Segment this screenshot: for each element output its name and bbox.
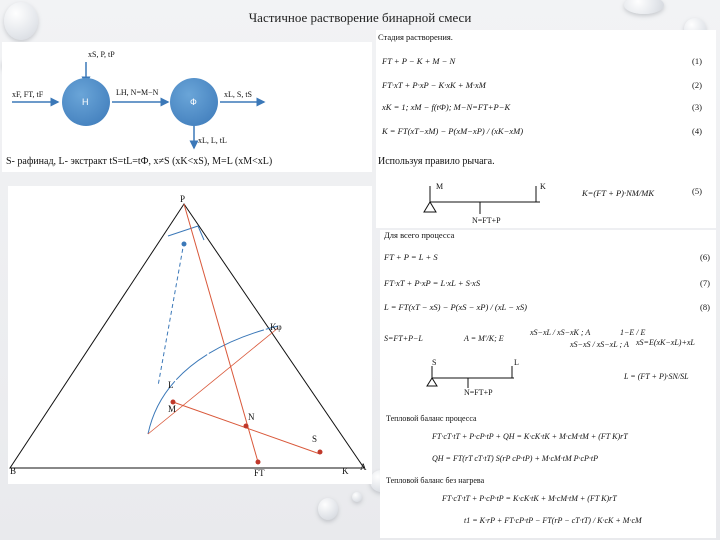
flow-out-right: xL, S, tS	[224, 90, 253, 99]
page-title: Частичное растворение бинарной смеси	[248, 10, 472, 25]
point-ft: FT	[254, 468, 265, 478]
heat-eq-1: FT·cT·tT + P·cP·tP + QH = K·cK·tK + M·cM·tM + (FT K)rT	[432, 432, 628, 441]
ratio-3: xS−xS / xS−xL ; A	[570, 340, 629, 349]
eq-7: FT·xT + P·xP = L·xL + S·xS	[384, 278, 481, 288]
flow-out-bottom: xL, L, tL	[198, 136, 227, 145]
lever-heading: Используя правило рычага.	[378, 156, 495, 167]
point-l: L	[168, 380, 174, 390]
ternary-diagram	[8, 186, 372, 484]
heat-heading-2: Тепловой баланс без нагрева	[386, 476, 485, 485]
eq-3-number: (3)	[692, 102, 702, 112]
whole-heading: Для всего процесса	[384, 230, 455, 240]
point-n: N	[248, 412, 255, 422]
eq-6-number: (6)	[700, 252, 710, 262]
vertex-p: P	[180, 194, 186, 204]
eq-7-number: (7)	[700, 278, 710, 288]
lever-diagram	[420, 176, 620, 226]
sum-eq: S=FT+P−L	[384, 334, 423, 343]
point-s: S	[312, 434, 318, 444]
eq-1: FT + P − K + M − N	[382, 56, 456, 66]
process-panel	[380, 230, 716, 538]
equations-panel	[376, 30, 716, 228]
eq-8: L = FT(xT − xS) − P(xS − xP) / (xL − xS)	[384, 302, 527, 312]
eq-8-number: (8)	[700, 302, 710, 312]
flow-in-top: xS, P, tP	[88, 50, 115, 59]
flow-middle: LН, N=M−N	[116, 88, 159, 97]
eq-4: K = FT(xT−xM) − P(xM−xP) / (xK−xM)	[382, 126, 524, 136]
flow-caption: S- рафинад, L- экстракт tS=tL=tФ, x≠S (xK<xS), M=L (xM<xL)	[6, 156, 273, 167]
stage-heading: Стадия растворения.	[378, 32, 453, 42]
heat-heading: Тепловой баланс процесса	[386, 414, 477, 423]
node-f-label: Ф	[190, 97, 197, 107]
eq-5-number: (5)	[692, 186, 702, 196]
eq-6: FT + P = L + S	[384, 252, 438, 262]
lever-n-label: N=FT+P	[472, 216, 501, 225]
eq-2-number: (2)	[692, 80, 702, 90]
triangle-diagram-panel	[8, 186, 372, 484]
decor-drop	[352, 492, 362, 502]
point-k: K	[342, 466, 349, 476]
lever2-n-label: N=FT+P	[464, 388, 493, 397]
vertex-b: B	[10, 466, 17, 476]
vertex-a: A	[360, 462, 367, 472]
heat-eq-4: t1 = K·rP + FT·cP·tP − FT(rP − cT·tT) / K·cK + M·cM	[464, 516, 642, 525]
decor-drop	[318, 498, 338, 520]
eq-1-number: (1)	[692, 56, 702, 66]
ratio-5: xS=E(xK−xL)+xL	[636, 338, 695, 347]
lever-k-label: K	[540, 182, 546, 191]
point-m: M	[168, 404, 177, 414]
eq-3: xK = 1; xM − f(tФ); M−N=FT+P−K	[382, 102, 511, 112]
lever-equation: K=(FT + P)·NM/MK	[582, 188, 654, 198]
lever2-l-label: L	[514, 358, 519, 367]
lever-m-label: M	[436, 182, 444, 191]
heat-eq-3: FT·cT·tT + P·cP·tP = K·cK·tK + M·cM·tM + (FT K)rT	[442, 494, 617, 503]
lever2-s-label: S	[432, 358, 437, 367]
ratio-4: 1−E / E	[620, 328, 646, 337]
flow-scheme-panel	[2, 42, 372, 172]
lever2-equation: L = (FT + P)·SN/SL	[624, 372, 689, 381]
point-kp: Kφ	[270, 322, 282, 332]
eq-2: FT·xT + P·xP − K·xK + M·xM	[382, 80, 486, 90]
node-h-label: Н	[82, 97, 89, 107]
flow-in-left: xF, FT, tF	[12, 90, 44, 99]
heat-eq-2: QH = FT(rT cT·tT) S(rP cP·tP) + M·cM·tM P·cP·tP	[432, 454, 599, 463]
ratio-1: A = M'/K; E	[464, 334, 504, 343]
eq-4-number: (4)	[692, 126, 702, 136]
ratio-2: xS−xL / xS−xK ; A	[530, 328, 591, 337]
